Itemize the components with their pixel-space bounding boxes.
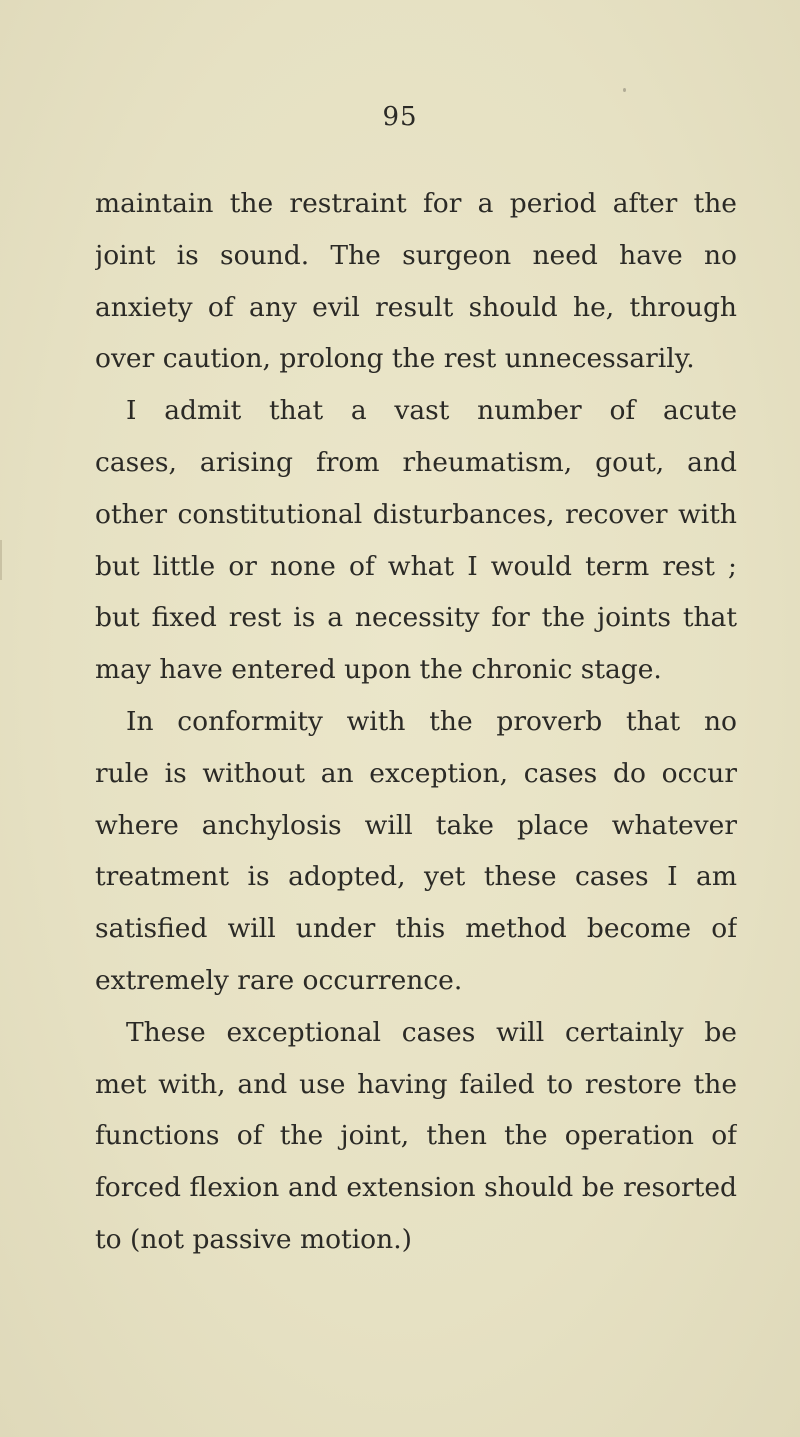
text-line: met with, and use having failed to restore the: [95, 1068, 737, 1100]
paper-speck: [623, 88, 626, 92]
text-line: functions of the joint, then the operation of: [95, 1120, 737, 1152]
text-line: satisfied will under this method become of: [95, 913, 737, 945]
text-line: cases, arising from rheumatism, gout, and: [95, 446, 737, 478]
text-line: to (not passive motion.): [95, 1223, 412, 1255]
text-line: treatment is adopted, yet these cases I am: [95, 861, 737, 893]
text-line: but fixed rest is a necessity for the joints that: [95, 602, 737, 634]
page-edge-mark: [0, 540, 2, 580]
text-line: maintain the restraint for a period after the: [95, 188, 737, 219]
text-line: may have entered upon the chronic stage.: [95, 654, 662, 686]
page-number: 95: [382, 102, 418, 132]
paragraph-first-line: In conformity with the proverb that no: [126, 705, 737, 737]
text-line: other constitutional disturbances, recover with: [95, 498, 737, 530]
text-line: anxiety of any evil result should he, through: [95, 291, 737, 323]
text-line: over caution, prolong the rest unnecessarily.: [95, 343, 695, 375]
text-line: forced flexion and extension should be resorted: [95, 1172, 737, 1204]
paragraph-first-line: These exceptional cases will certainly be: [126, 1016, 737, 1048]
body-text: [95, 178, 737, 1266]
paragraph-first-line: I admit that a vast number of acute: [126, 395, 737, 427]
text-line: joint is sound. The surgeon need have no: [95, 239, 737, 271]
text-line: extremely rare occurrence.: [95, 964, 463, 996]
text-line: where anchylosis will take place whatever: [95, 809, 737, 841]
text-line: but little or none of what I would term rest ;: [95, 550, 737, 582]
text-line: rule is without an exception, cases do occur: [95, 757, 737, 789]
